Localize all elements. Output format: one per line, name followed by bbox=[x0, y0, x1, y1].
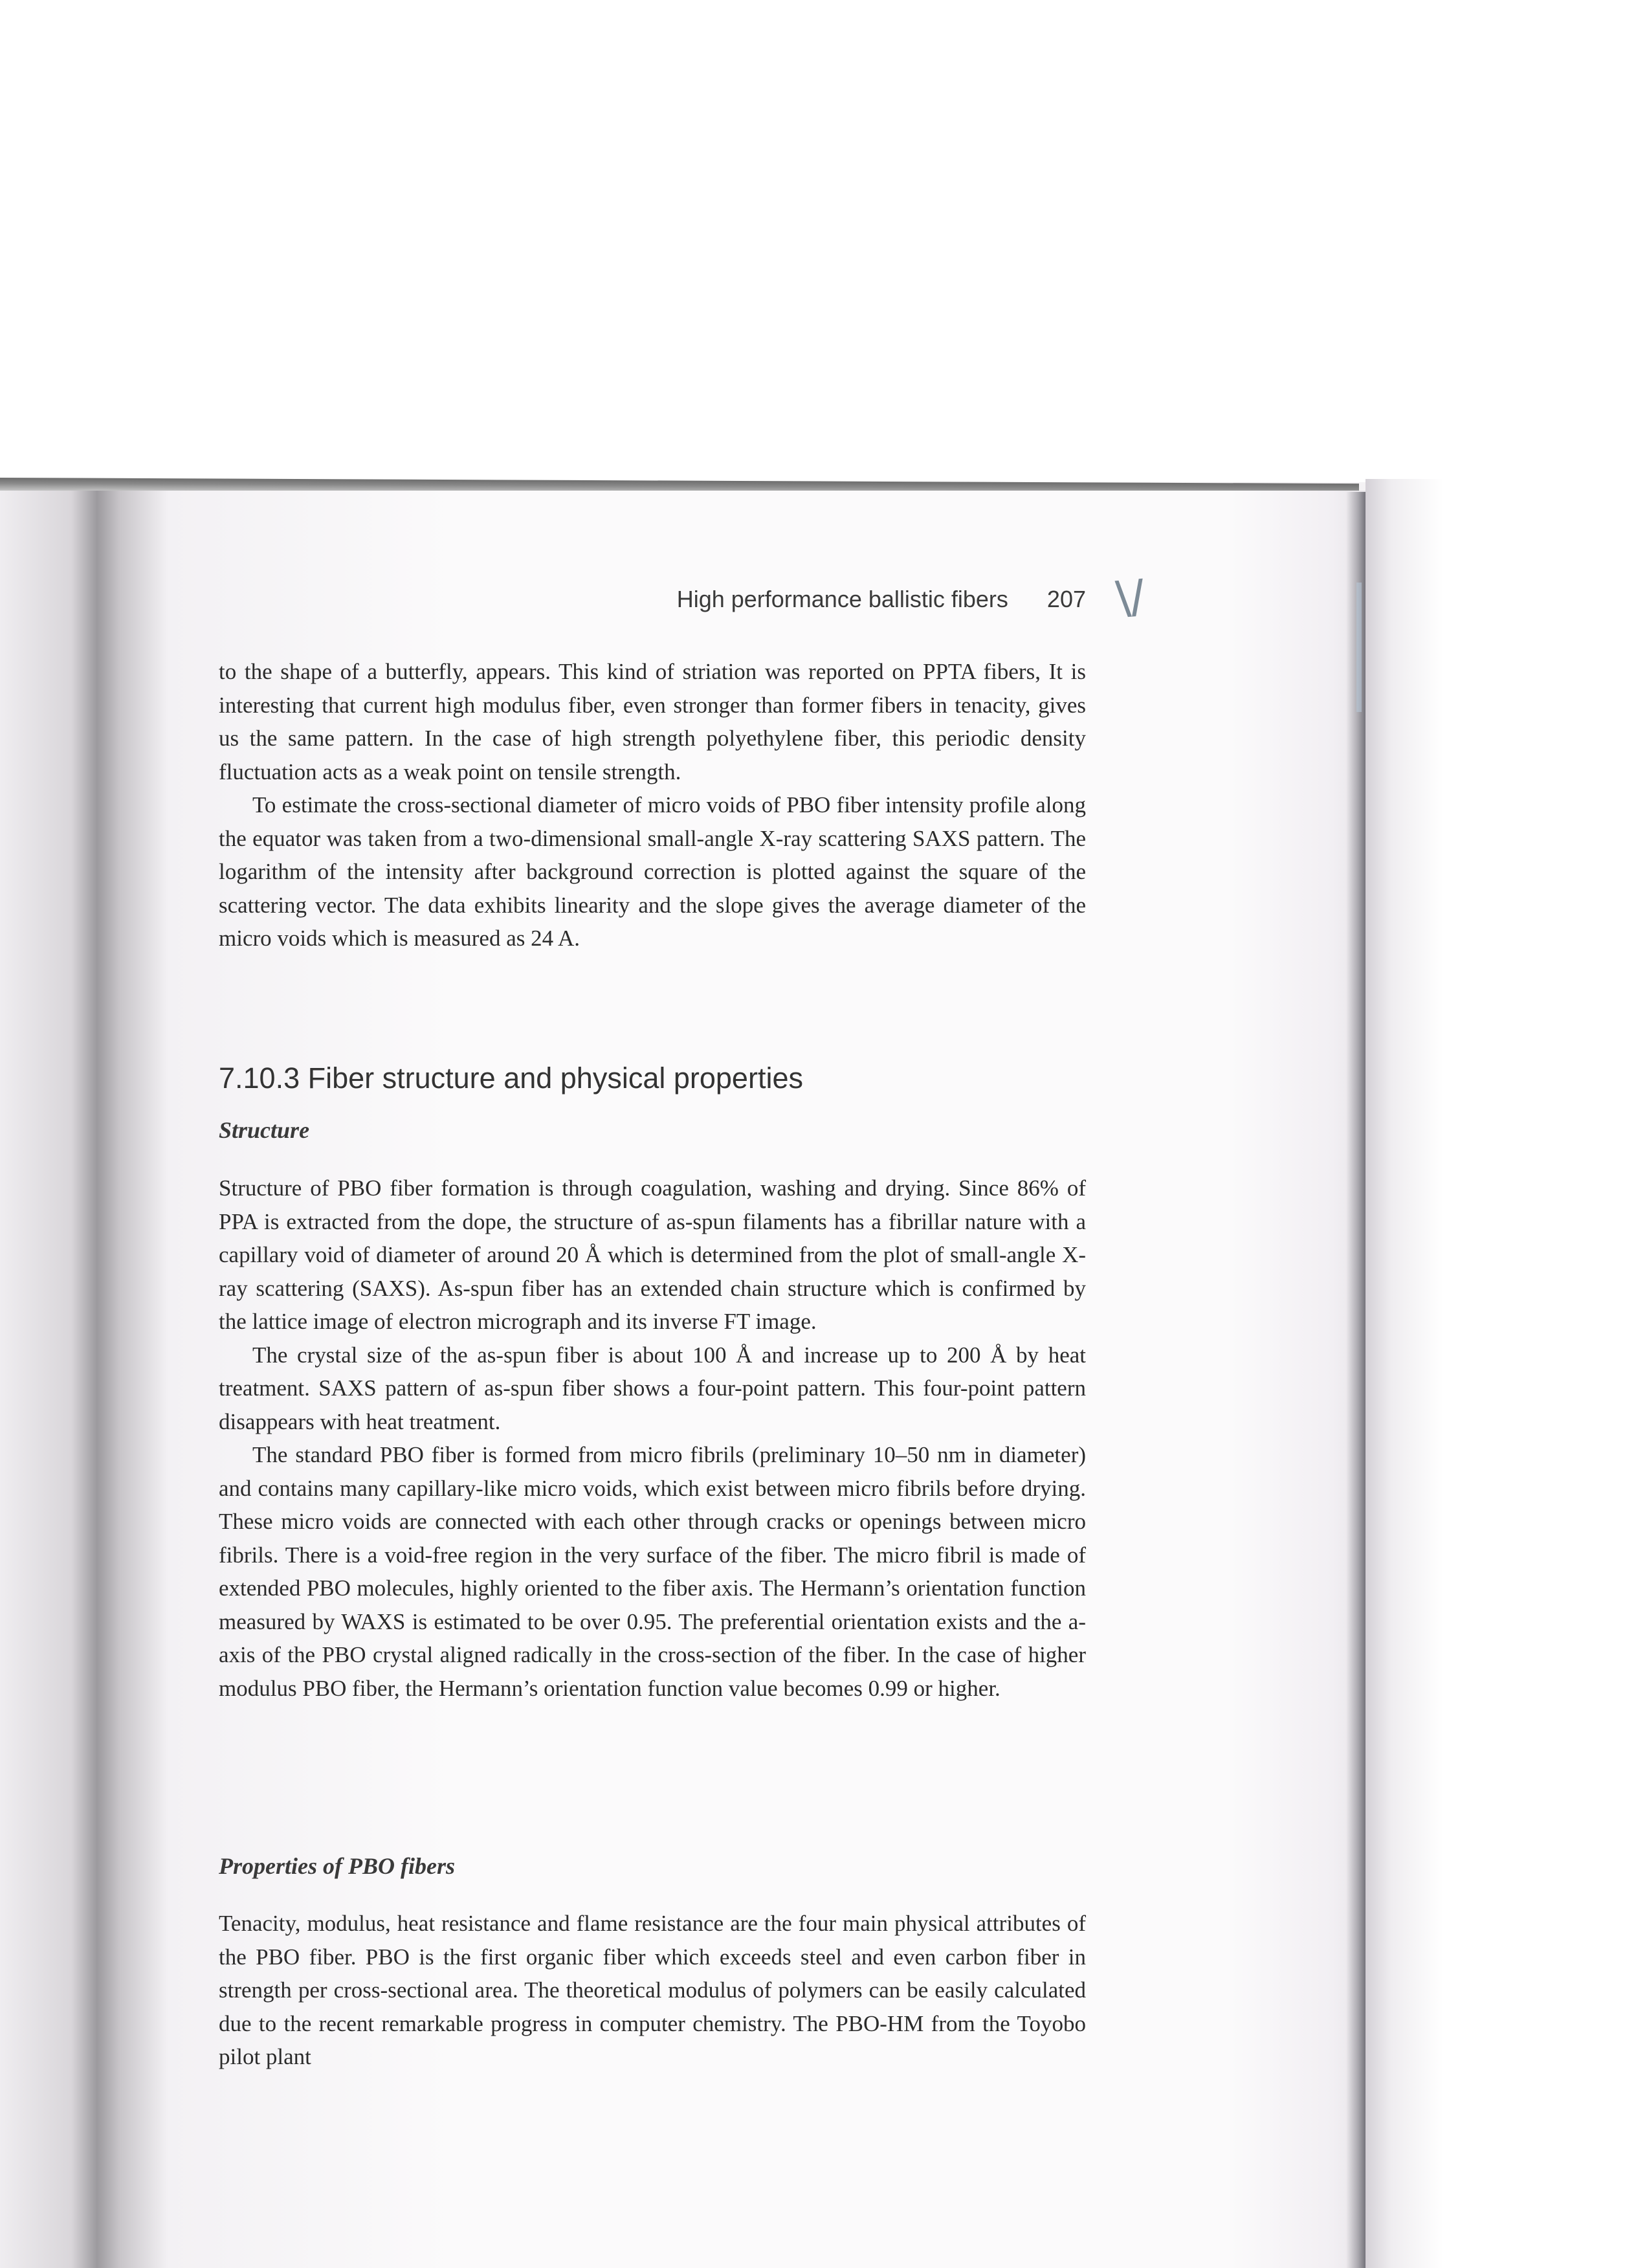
structure-text-block bbox=[219, 1172, 1086, 1705]
structure-subheading: Structure bbox=[219, 1117, 310, 1143]
facing-page-edge bbox=[1365, 479, 1636, 2268]
paragraph: The crystal size of the as-spun fiber is about 100 Å and increase up to 200 Å by heat treatment. SAXS pattern of as-spun fiber shows a four-point pattern. This four-point pattern disappears with heat treatment. bbox=[219, 1342, 1086, 1434]
paragraph: to the shape of a butterfly, appears. This kind of striation was reported on PPTA fibers, It is interesting that current high modulus fiber, even stronger than former fibers in tenacity, gives us the same pattern. In the case of high strength polyethylene fiber, this periodic density fluctuation acts as a weak point on tensile strength. bbox=[219, 659, 1086, 784]
page-number: 207 bbox=[1046, 586, 1086, 612]
properties-text-block bbox=[219, 1907, 1086, 2074]
handwritten-tick-mark: \/ bbox=[1114, 569, 1147, 628]
paragraph: Structure of PBO fiber formation is through coagulation, washing and drying. Since 86% of PPA is extracted from the dope, the structure of as-spun filaments has a fibrillar nature with a capillary void of diameter of around 20 Å which is determined from the plot of small-angle X-ray scattering (SAXS). As-spun fiber has an extended chain structure which is confirmed by the lattice image of electron micrograph and its inverse FT image. bbox=[219, 1175, 1086, 1334]
section-heading: 7.10.3 Fiber structure and physical properties bbox=[219, 1062, 803, 1095]
binding-mark bbox=[1356, 583, 1362, 712]
page-edge-shadow bbox=[1346, 492, 1365, 2268]
paragraph: Tenacity, modulus, heat resistance and flame resistance are the four main physical attributes of the PBO fiber. PBO is the first organic fiber which exceeds steel and even carbon fiber in strength per cross-sectional area. The theoretical modulus of polymers can be easily calculated due to the recent remarkable progress in computer chemistry. The PBO-HM from the Toyobo pilot plant bbox=[219, 1911, 1086, 2069]
scanner-background bbox=[0, 0, 1636, 482]
paragraph: To estimate the cross-sectional diameter of micro voids of PBO fiber intensity profile along the equator was taken from a two-dimensional small-angle X-ray scattering SAXS pattern. The logarithm of the intensity after background correction is plotted against the square of the scattering vector. The data exhibits linearity and the slope gives the average diameter of the micro voids which is measured as 24 A. bbox=[219, 792, 1086, 951]
properties-subheading: Properties of PBO fibers bbox=[219, 1853, 455, 1879]
paragraph: The standard PBO fiber is formed from micro fibrils (preliminary 10–50 nm in diameter) and contains many capillary-like micro voids, which exist between micro fibrils before drying. These micro voids are connected with each other through cracks or openings between micro fibrils. There is a void-free region in the very surface of the fiber. The micro fibril is made of extended PBO molecules, highly oriented to the fiber axis. The Hermann’s orientation function measured by WAXS is estimated to be over 0.95. The preferential orientation exists and the a-axis of the PBO crystal aligned radically in the cross-section of the fiber. In the case of higher modulus PBO fiber, the Hermann’s orientation function value becomes 0.99 or higher. bbox=[219, 1442, 1086, 1701]
running-head-title: High performance ballistic fibers bbox=[676, 586, 1008, 612]
intro-text-block bbox=[219, 655, 1086, 955]
running-head bbox=[0, 586, 1086, 613]
